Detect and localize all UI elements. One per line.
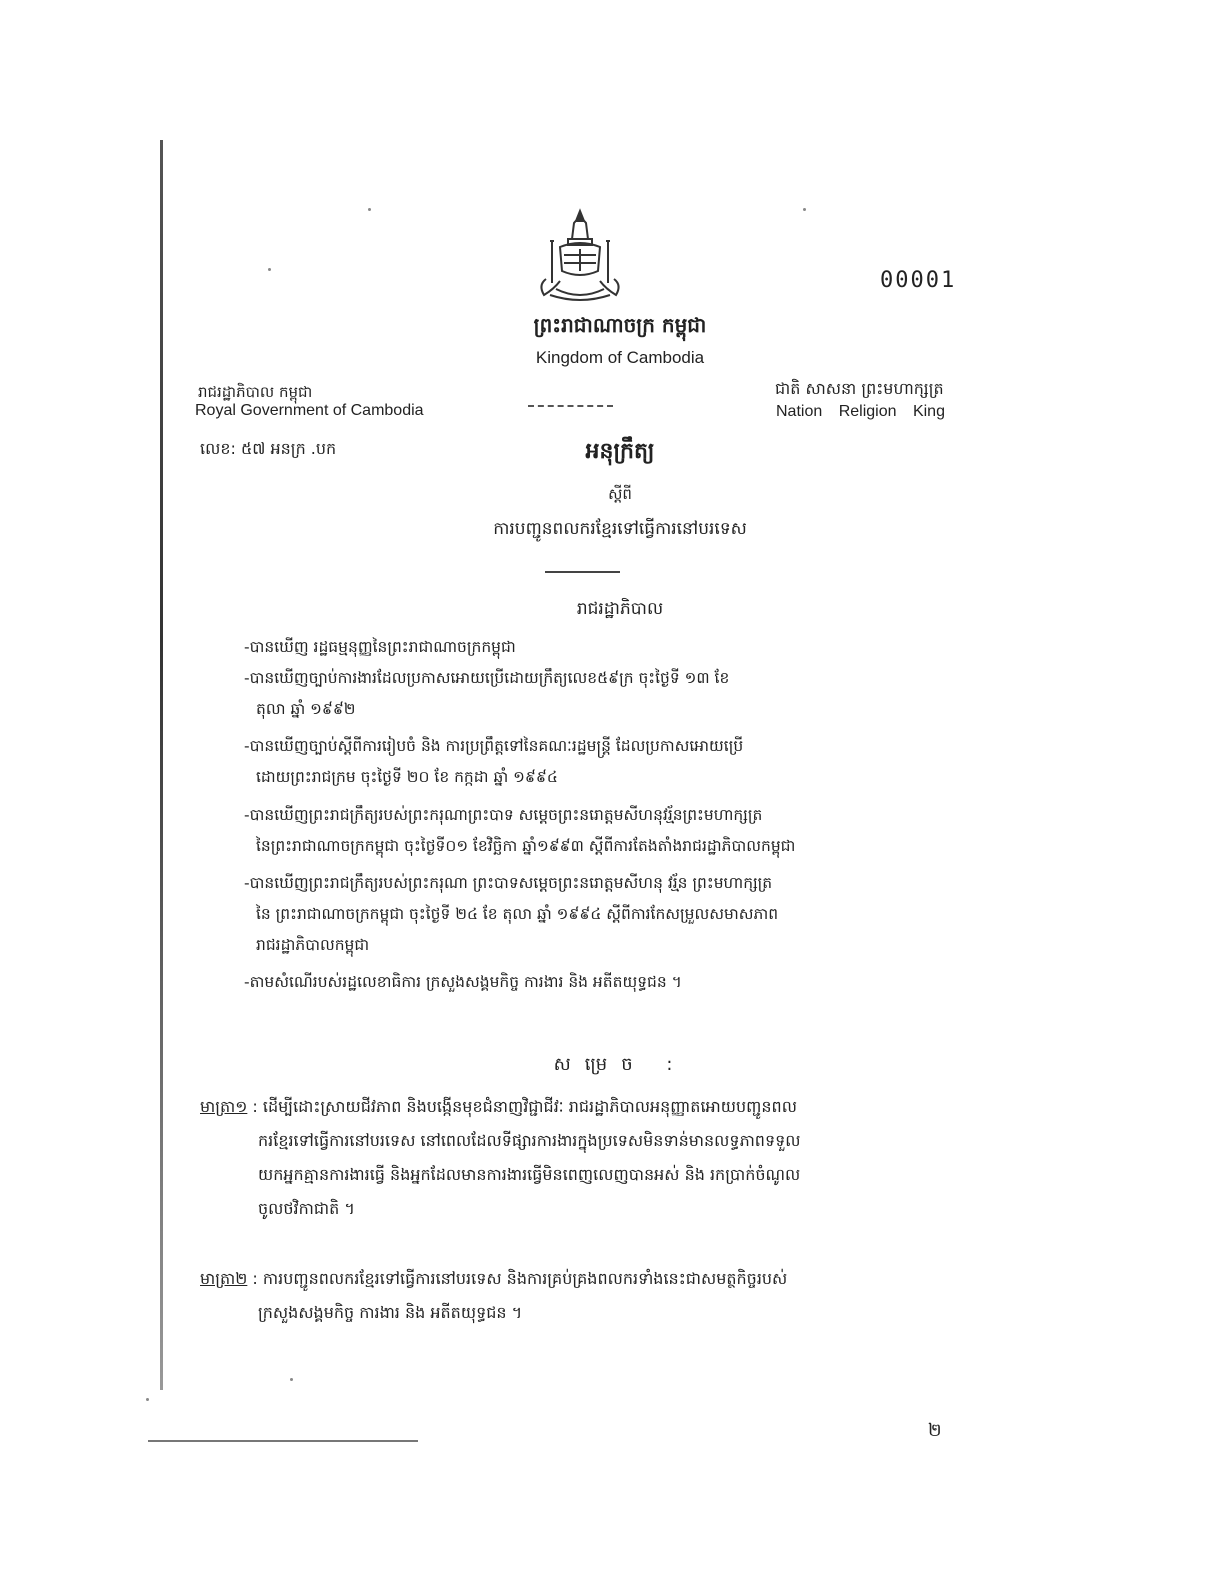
scan-speck <box>146 1398 149 1401</box>
article-label: មាត្រា១ <box>200 1097 248 1116</box>
header-divider <box>528 405 613 408</box>
binding-margin-line <box>160 140 163 1390</box>
title-divider <box>545 571 620 573</box>
preamble-clause: -បានឃើញច្បាប់ស្តីពីការរៀបចំ និង ការប្រព្រឹត្តទៅនៃគណៈរដ្ឋមន្ត្រី ដែលប្រកាសអោយប្រើ <box>244 737 744 755</box>
preamble-clause: -បានឃើញព្រះរាជក្រឹត្យរបស់ព្រះករុណាព្រះបាទ សម្តេចព្រះនរោត្តមសីហនុវរ្ម័នព្រះមហាក្សត្រ <box>244 806 763 824</box>
preamble-clause: ដោយព្រះរាជក្រម ចុះថ្ងៃទី ២០ ខែ កក្កដា ឆ្នាំ ១៩៩៤ <box>256 768 558 786</box>
government-english: Royal Government of Cambodia <box>195 402 424 419</box>
government-khmer: រាជរដ្ឋាភិបាល កម្ពុជា <box>198 383 313 401</box>
preamble-clause: -បានឃើញព្រះរាជក្រឹត្យរបស់ព្រះករុណា ព្រះបាទសម្តេចព្រះនរោត្តមសីហនុ វរ្ម័ន ព្រះមហាក្សត្រ <box>244 874 773 892</box>
decision-heading: សម្រេច : <box>553 1054 687 1075</box>
reference-number: លេខ: ៥៧ អនក្រ .បក <box>200 439 337 458</box>
preamble-title: រាជរដ្ឋាភិបាល <box>576 599 664 619</box>
motto-english: Nation Religion King <box>776 403 945 420</box>
kingdom-title-khmer: ព្រះរាជាណាចក្រ កម្ពុជា <box>533 313 707 337</box>
preamble-clause: រាជរដ្ឋាភិបាលកម្ពុជា <box>256 936 370 954</box>
scan-speck <box>290 1378 293 1381</box>
preamble-clause: តុលា ឆ្នាំ ១៩៩២ <box>256 700 356 718</box>
document-number: 00001 <box>880 268 957 293</box>
page-number: ២ <box>928 1420 942 1441</box>
preamble-clause: -បានឃើញច្បាប់ការងារដែលប្រកាសអោយប្រើដោយក្រឹត្យលេខ៥៩ក្រ ចុះថ្ងៃទី ១៣ ខែ <box>244 669 730 687</box>
preamble-clause: នៃ ព្រះរាជាណាចក្រកម្ពុជា ចុះថ្ងៃទី ២៤ ខែ តុលា ឆ្នាំ ១៩៩៤ ស្តីពីការកែសម្រួលសមាសភាព <box>256 905 779 923</box>
scan-speck <box>803 208 806 211</box>
article-label: មាត្រា២ <box>200 1269 248 1288</box>
article-2 <box>200 1262 980 1296</box>
scan-speck <box>268 268 271 271</box>
kingdom-title-english: Kingdom of Cambodia <box>535 348 705 367</box>
footer-rule <box>148 1440 418 1442</box>
preamble-clause: -តាមសំណើរបស់រដ្ឋលេខាធិការ ក្រសួងសង្គមកិច្ច ការងារ និង អតីតយុទ្ធជន ។ <box>244 973 682 991</box>
article-text-line: ករខ្មែរទៅធ្វើការនៅបរទេស នៅពេលដែលទីផ្សារការងារក្នុងប្រទេសមិនទាន់មានលទ្ធភាពទទួល <box>258 1131 801 1150</box>
article-text-line: ក្រសួងសង្គមកិច្ច ការងារ និង អតីតយុទ្ធជន ។ <box>258 1303 523 1322</box>
preamble-clause: -បានឃើញ រដ្ឋធម្មនុញ្ញនៃព្រះរាជាណាចក្រកម្ពុជា <box>244 638 516 656</box>
motto-khmer: ជាតិ សាសនា ព្រះមហាក្សត្រ <box>775 379 944 398</box>
article-text-line: : ការបញ្ជូនពលករខ្មែរទៅធ្វើការនៅបរទេស និងការគ្រប់គ្រងពលករទាំងនេះជាសមត្ថកិច្ចរបស់ <box>247 1269 788 1288</box>
article-text-line: : ដើម្បីដោះស្រាយជីវភាព និងបង្កើនមុខជំនាញវិជ្ជាជីវៈ រាជរដ្ឋាភិបាលអនុញ្ញាតអោយបញ្ជូនពល <box>247 1097 797 1116</box>
title-connector: ស្តីពី <box>608 485 632 503</box>
scan-speck <box>368 208 371 211</box>
article-1 <box>200 1090 980 1124</box>
article-text-line: យកអ្នកគ្មានការងារធ្វើ និងអ្នកដែលមានការងារធ្វើមិនពេញលេញបានអស់ និង រកប្រាក់ចំណូល <box>258 1165 801 1184</box>
preamble-clause: នៃព្រះរាជាណាចក្រកម្ពុជា ចុះថ្ងៃទី០១ ខែវិច្ឆិកា ឆ្នាំ១៩៩៣ ស្តីពីការតែងតាំងរាជរដ្ឋាភិបាលកម្ពុជា <box>256 837 796 855</box>
article-text-line: ចូលថវិកាជាតិ ។ <box>258 1199 355 1218</box>
document-subject: ការបញ្ជូនពលករខ្មែរទៅធ្វើការនៅបរទេស <box>493 519 747 539</box>
document-type: អនុក្រឹត្យ <box>585 439 655 464</box>
royal-coat-of-arms-emblem <box>530 205 630 305</box>
